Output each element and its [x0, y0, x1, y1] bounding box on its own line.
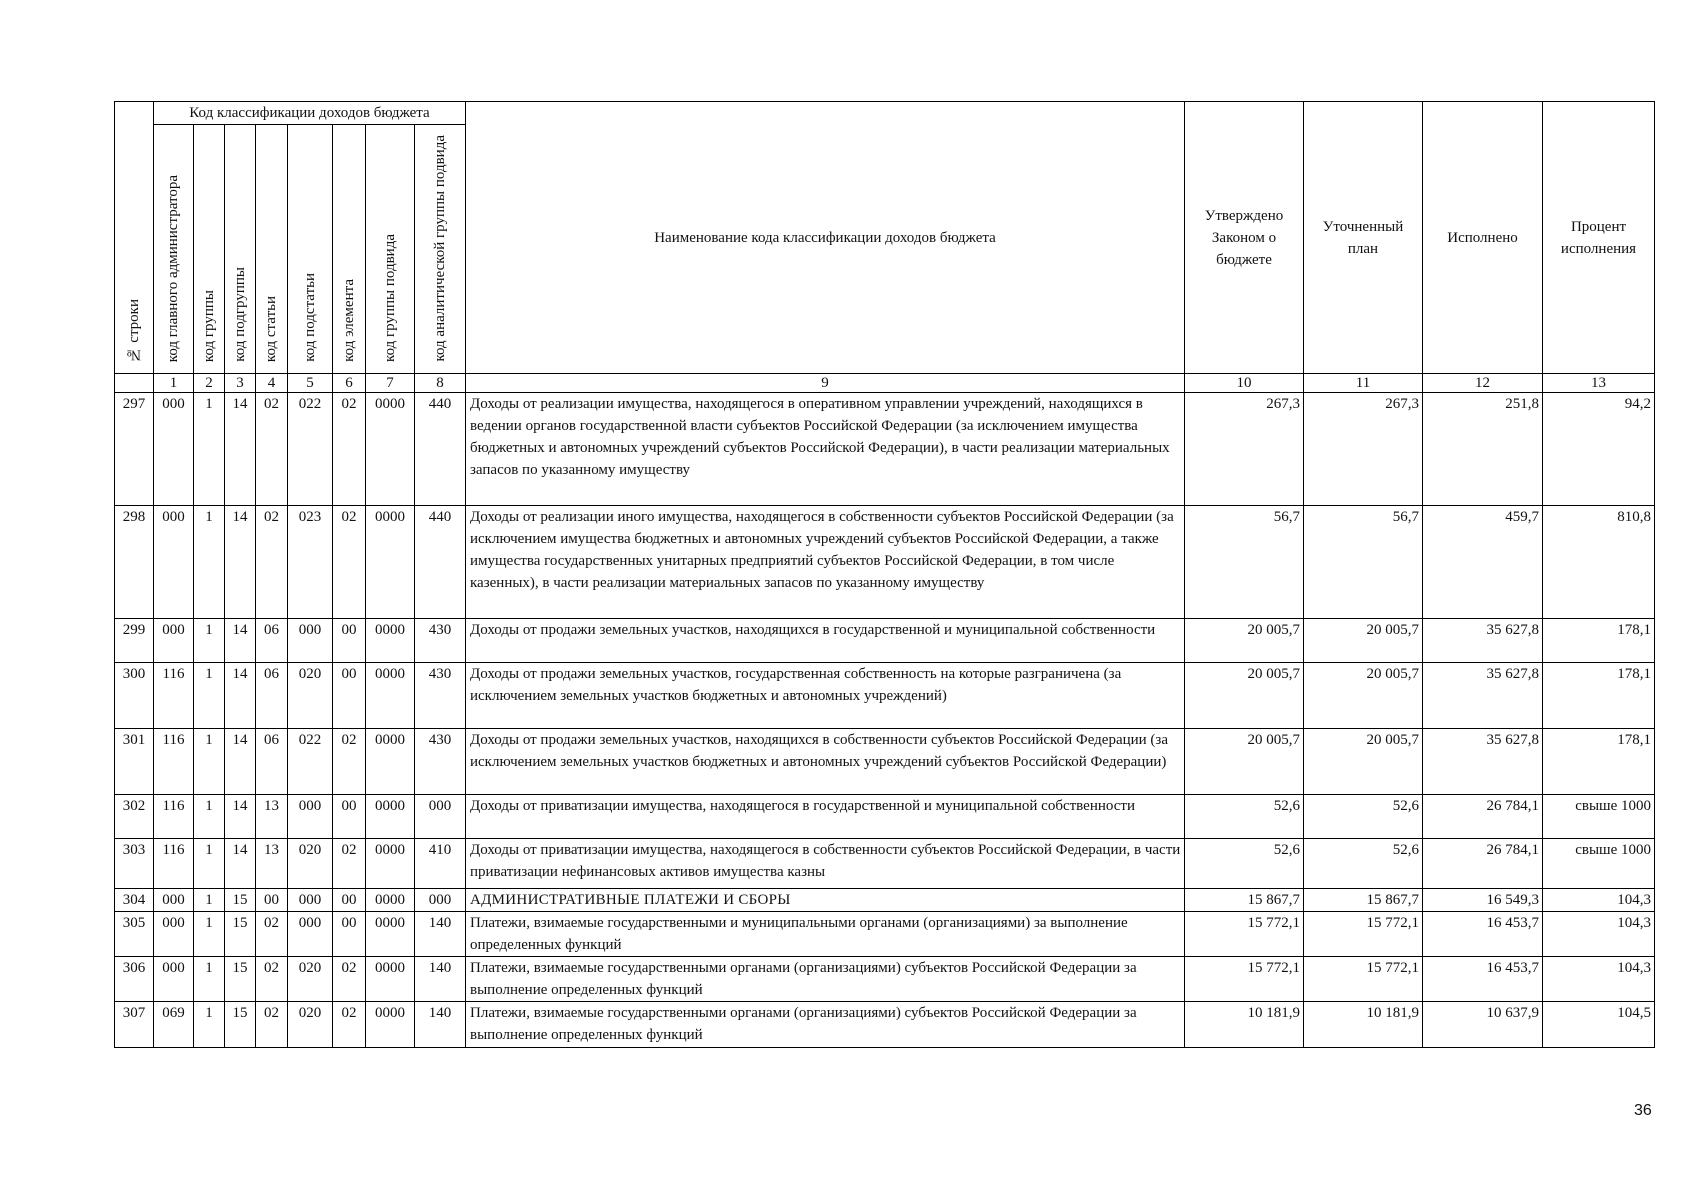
- cell-c3: 15: [225, 889, 256, 912]
- cell-approved: 52,6: [1185, 795, 1304, 839]
- column-number: 4: [256, 374, 288, 393]
- cell-refined: 52,6: [1304, 839, 1423, 889]
- cell-name: Платежи, взимаемые государственными органами (организациями) субъектов Российской Федерации за выполнение определенных функций: [466, 1002, 1185, 1048]
- cell-c4: 13: [256, 839, 288, 889]
- cell-c6: 02: [333, 957, 366, 1002]
- cell-c7: 0000: [366, 619, 415, 663]
- table-row: [115, 912, 1655, 957]
- cell-no: 300: [115, 663, 154, 729]
- cell-approved: 15 772,1: [1185, 957, 1304, 1002]
- cell-c6: 00: [333, 619, 366, 663]
- cell-c6: 02: [333, 506, 366, 619]
- cell-percent: свыше 1000: [1543, 795, 1655, 839]
- table-row: [115, 506, 1655, 619]
- cell-executed: 16 453,7: [1423, 912, 1543, 957]
- cell-c7: 0000: [366, 393, 415, 506]
- cell-c6: 00: [333, 663, 366, 729]
- header-row-no: № строки: [115, 102, 154, 374]
- cell-c1: 116: [154, 729, 194, 795]
- table-row: [115, 889, 1655, 912]
- cell-c4: 02: [256, 957, 288, 1002]
- table-row: [115, 729, 1655, 795]
- table-row: [115, 1002, 1655, 1048]
- cell-c1: 000: [154, 619, 194, 663]
- cell-c8: 440: [415, 393, 466, 506]
- cell-executed: 10 637,9: [1423, 1002, 1543, 1048]
- cell-refined: 10 181,9: [1304, 1002, 1423, 1048]
- cell-c7: 0000: [366, 729, 415, 795]
- cell-refined: 20 005,7: [1304, 729, 1423, 795]
- cell-no: 297: [115, 393, 154, 506]
- cell-refined: 20 005,7: [1304, 663, 1423, 729]
- cell-c2: 1: [194, 729, 225, 795]
- cell-percent: 104,5: [1543, 1002, 1655, 1048]
- cell-approved: 10 181,9: [1185, 1002, 1304, 1048]
- cell-no: 303: [115, 839, 154, 889]
- cell-c1: 000: [154, 889, 194, 912]
- cell-c1: 000: [154, 957, 194, 1002]
- cell-percent: 94,2: [1543, 393, 1655, 506]
- cell-name: Платежи, взимаемые государственными органами (организациями) субъектов Российской Федерации за выполнение определенных функций: [466, 957, 1185, 1002]
- cell-c3: 14: [225, 663, 256, 729]
- cell-c7: 0000: [366, 957, 415, 1002]
- cell-no: 299: [115, 619, 154, 663]
- header-code-subtype-group: код группы подвида: [366, 125, 415, 374]
- cell-c7: 0000: [366, 506, 415, 619]
- cell-c5: 000: [288, 912, 333, 957]
- table-body: [115, 393, 1655, 1048]
- cell-c2: 1: [194, 839, 225, 889]
- cell-c3: 15: [225, 1002, 256, 1048]
- column-number: 6: [333, 374, 366, 393]
- table-row: [115, 663, 1655, 729]
- cell-c6: 00: [333, 795, 366, 839]
- cell-refined: 20 005,7: [1304, 619, 1423, 663]
- cell-c6: 00: [333, 889, 366, 912]
- cell-approved: 15 772,1: [1185, 912, 1304, 957]
- cell-c2: 1: [194, 1002, 225, 1048]
- cell-c5: 020: [288, 663, 333, 729]
- cell-c6: 02: [333, 393, 366, 506]
- column-number: 8: [415, 374, 466, 393]
- cell-c8: 430: [415, 619, 466, 663]
- cell-c7: 0000: [366, 839, 415, 889]
- cell-c2: 1: [194, 889, 225, 912]
- cell-c4: 02: [256, 506, 288, 619]
- cell-refined: 56,7: [1304, 506, 1423, 619]
- cell-c4: 02: [256, 1002, 288, 1048]
- cell-c1: 000: [154, 912, 194, 957]
- cell-percent: свыше 1000: [1543, 839, 1655, 889]
- cell-approved: 20 005,7: [1185, 663, 1304, 729]
- cell-executed: 26 784,1: [1423, 839, 1543, 889]
- cell-no: 304: [115, 889, 154, 912]
- revenue-table: [114, 101, 1655, 1048]
- cell-c3: 14: [225, 619, 256, 663]
- cell-c8: 430: [415, 729, 466, 795]
- cell-c4: 06: [256, 663, 288, 729]
- cell-refined: 15 772,1: [1304, 912, 1423, 957]
- cell-c5: 022: [288, 393, 333, 506]
- cell-c8: 430: [415, 663, 466, 729]
- cell-c2: 1: [194, 912, 225, 957]
- cell-name: Доходы от реализации имущества, находящегося в оперативном управлении учреждений, находящихся в ведении органов государственной власти субъектов Российской Федерации (за исключением имущества бюджетных и автономных учреждений субъектов Российской Федерации), в части реализации материальных запасов по указанному имуществу: [466, 393, 1185, 506]
- cell-c5: 022: [288, 729, 333, 795]
- cell-executed: 26 784,1: [1423, 795, 1543, 839]
- cell-c8: 440: [415, 506, 466, 619]
- header-classification-group: Код классификации доходов бюджета: [154, 102, 466, 125]
- cell-c1: 000: [154, 393, 194, 506]
- cell-no: 306: [115, 957, 154, 1002]
- header-executed: Исполнено: [1423, 102, 1543, 374]
- cell-c1: 116: [154, 663, 194, 729]
- cell-name: Доходы от продажи земельных участков, государственная собственность на которые разграничена (за исключением земельных участков бюджетных и автономных учреждений): [466, 663, 1185, 729]
- page-number: 36: [1634, 1102, 1652, 1119]
- cell-percent: 178,1: [1543, 729, 1655, 795]
- cell-c1: 000: [154, 506, 194, 619]
- cell-c3: 14: [225, 839, 256, 889]
- cell-approved: 267,3: [1185, 393, 1304, 506]
- cell-no: 301: [115, 729, 154, 795]
- cell-c2: 1: [194, 619, 225, 663]
- cell-c2: 1: [194, 506, 225, 619]
- header-code-admin: код главного администратора: [154, 125, 194, 374]
- cell-c8: 140: [415, 912, 466, 957]
- cell-c4: 02: [256, 912, 288, 957]
- cell-executed: 459,7: [1423, 506, 1543, 619]
- column-number: 3: [225, 374, 256, 393]
- header-approved: Утверждено Законом о бюджете: [1185, 102, 1304, 374]
- cell-no: 305: [115, 912, 154, 957]
- table-row: [115, 619, 1655, 663]
- column-number: 9: [466, 374, 1185, 393]
- header-code-group: код группы: [194, 125, 225, 374]
- cell-c8: 410: [415, 839, 466, 889]
- cell-c3: 14: [225, 795, 256, 839]
- cell-c7: 0000: [366, 663, 415, 729]
- cell-name: АДМИНИСТРАТИВНЫЕ ПЛАТЕЖИ И СБОРЫ: [466, 889, 1185, 912]
- cell-executed: 35 627,8: [1423, 619, 1543, 663]
- column-number: 10: [1185, 374, 1304, 393]
- cell-c5: 023: [288, 506, 333, 619]
- cell-c5: 000: [288, 889, 333, 912]
- cell-c5: 020: [288, 957, 333, 1002]
- cell-c4: 06: [256, 729, 288, 795]
- cell-c3: 15: [225, 957, 256, 1002]
- cell-c2: 1: [194, 795, 225, 839]
- cell-c2: 1: [194, 663, 225, 729]
- cell-percent: 104,3: [1543, 957, 1655, 1002]
- column-number: 13: [1543, 374, 1655, 393]
- cell-c3: 14: [225, 729, 256, 795]
- cell-percent: 104,3: [1543, 912, 1655, 957]
- cell-refined: 267,3: [1304, 393, 1423, 506]
- cell-name: Доходы от продажи земельных участков, находящихся в собственности субъектов Российской Федерации (за исключением земельных участков бюджетных и автономных учреждений субъектов Российской Федерации): [466, 729, 1185, 795]
- cell-c5: 000: [288, 795, 333, 839]
- cell-c7: 0000: [366, 1002, 415, 1048]
- header-code-subarticle: код подстатьи: [288, 125, 333, 374]
- header-code-analytic-group: код аналитической группы подвида: [415, 125, 466, 374]
- cell-executed: 16 549,3: [1423, 889, 1543, 912]
- table-row: [115, 839, 1655, 889]
- cell-approved: 56,7: [1185, 506, 1304, 619]
- column-number: 12: [1423, 374, 1543, 393]
- cell-c4: 02: [256, 393, 288, 506]
- cell-no: 302: [115, 795, 154, 839]
- column-number: [115, 374, 154, 393]
- cell-percent: 178,1: [1543, 619, 1655, 663]
- column-number: 5: [288, 374, 333, 393]
- cell-c7: 0000: [366, 889, 415, 912]
- cell-approved: 20 005,7: [1185, 729, 1304, 795]
- cell-executed: 251,8: [1423, 393, 1543, 506]
- column-number-row: [115, 374, 1655, 393]
- cell-c5: 000: [288, 619, 333, 663]
- cell-c1: 116: [154, 839, 194, 889]
- cell-name: Доходы от приватизации имущества, находящегося в собственности субъектов Российской Федерации, в части приватизации нефинансовых активов имущества казны: [466, 839, 1185, 889]
- column-number: 1: [154, 374, 194, 393]
- cell-refined: 52,6: [1304, 795, 1423, 839]
- column-number: 7: [366, 374, 415, 393]
- cell-c6: 02: [333, 729, 366, 795]
- cell-c3: 15: [225, 912, 256, 957]
- cell-executed: 35 627,8: [1423, 663, 1543, 729]
- cell-no: 307: [115, 1002, 154, 1048]
- table-row: [115, 957, 1655, 1002]
- cell-c2: 1: [194, 957, 225, 1002]
- cell-executed: 16 453,7: [1423, 957, 1543, 1002]
- cell-percent: 104,3: [1543, 889, 1655, 912]
- header-code-article: код статьи: [256, 125, 288, 374]
- cell-approved: 20 005,7: [1185, 619, 1304, 663]
- header-code-element: код элемента: [333, 125, 366, 374]
- cell-c1: 116: [154, 795, 194, 839]
- column-number: 2: [194, 374, 225, 393]
- column-number: 11: [1304, 374, 1423, 393]
- cell-approved: 15 867,7: [1185, 889, 1304, 912]
- cell-c1: 069: [154, 1002, 194, 1048]
- table-row: [115, 393, 1655, 506]
- cell-c8: 140: [415, 957, 466, 1002]
- header-percent: Процент исполнения: [1543, 102, 1655, 374]
- cell-refined: 15 772,1: [1304, 957, 1423, 1002]
- cell-c8: 000: [415, 795, 466, 839]
- cell-c7: 0000: [366, 912, 415, 957]
- cell-no: 298: [115, 506, 154, 619]
- cell-refined: 15 867,7: [1304, 889, 1423, 912]
- cell-executed: 35 627,8: [1423, 729, 1543, 795]
- cell-c8: 000: [415, 889, 466, 912]
- header-name: Наименование кода классификации доходов бюджета: [466, 102, 1185, 374]
- header-code-subgroup: код подгруппы: [225, 125, 256, 374]
- cell-percent: 810,8: [1543, 506, 1655, 619]
- cell-c4: 06: [256, 619, 288, 663]
- cell-name: Доходы от приватизации имущества, находящегося в государственной и муниципальной собственности: [466, 795, 1185, 839]
- cell-percent: 178,1: [1543, 663, 1655, 729]
- cell-c6: 02: [333, 839, 366, 889]
- table-row: [115, 795, 1655, 839]
- header-refined: Уточненный план: [1304, 102, 1423, 374]
- cell-approved: 52,6: [1185, 839, 1304, 889]
- cell-c4: 00: [256, 889, 288, 912]
- cell-c5: 020: [288, 839, 333, 889]
- cell-c4: 13: [256, 795, 288, 839]
- cell-c3: 14: [225, 506, 256, 619]
- cell-c6: 00: [333, 912, 366, 957]
- cell-c7: 0000: [366, 795, 415, 839]
- cell-c2: 1: [194, 393, 225, 506]
- cell-name: Платежи, взимаемые государственными и муниципальными органами (организациями) за выполнение определенных функций: [466, 912, 1185, 957]
- cell-c6: 02: [333, 1002, 366, 1048]
- cell-name: Доходы от продажи земельных участков, находящихся в государственной и муниципальной собственности: [466, 619, 1185, 663]
- cell-name: Доходы от реализации иного имущества, находящегося в собственности субъектов Российской Федерации (за исключением имущества бюджетных и автономных учреждений субъектов Российской Федерации, а также имущества государственных унитарных предприятий субъектов Российской Федерации, в том числе казенных), в части реализации материальных запасов по указанному имуществу: [466, 506, 1185, 619]
- cell-c8: 140: [415, 1002, 466, 1048]
- cell-c3: 14: [225, 393, 256, 506]
- cell-c5: 020: [288, 1002, 333, 1048]
